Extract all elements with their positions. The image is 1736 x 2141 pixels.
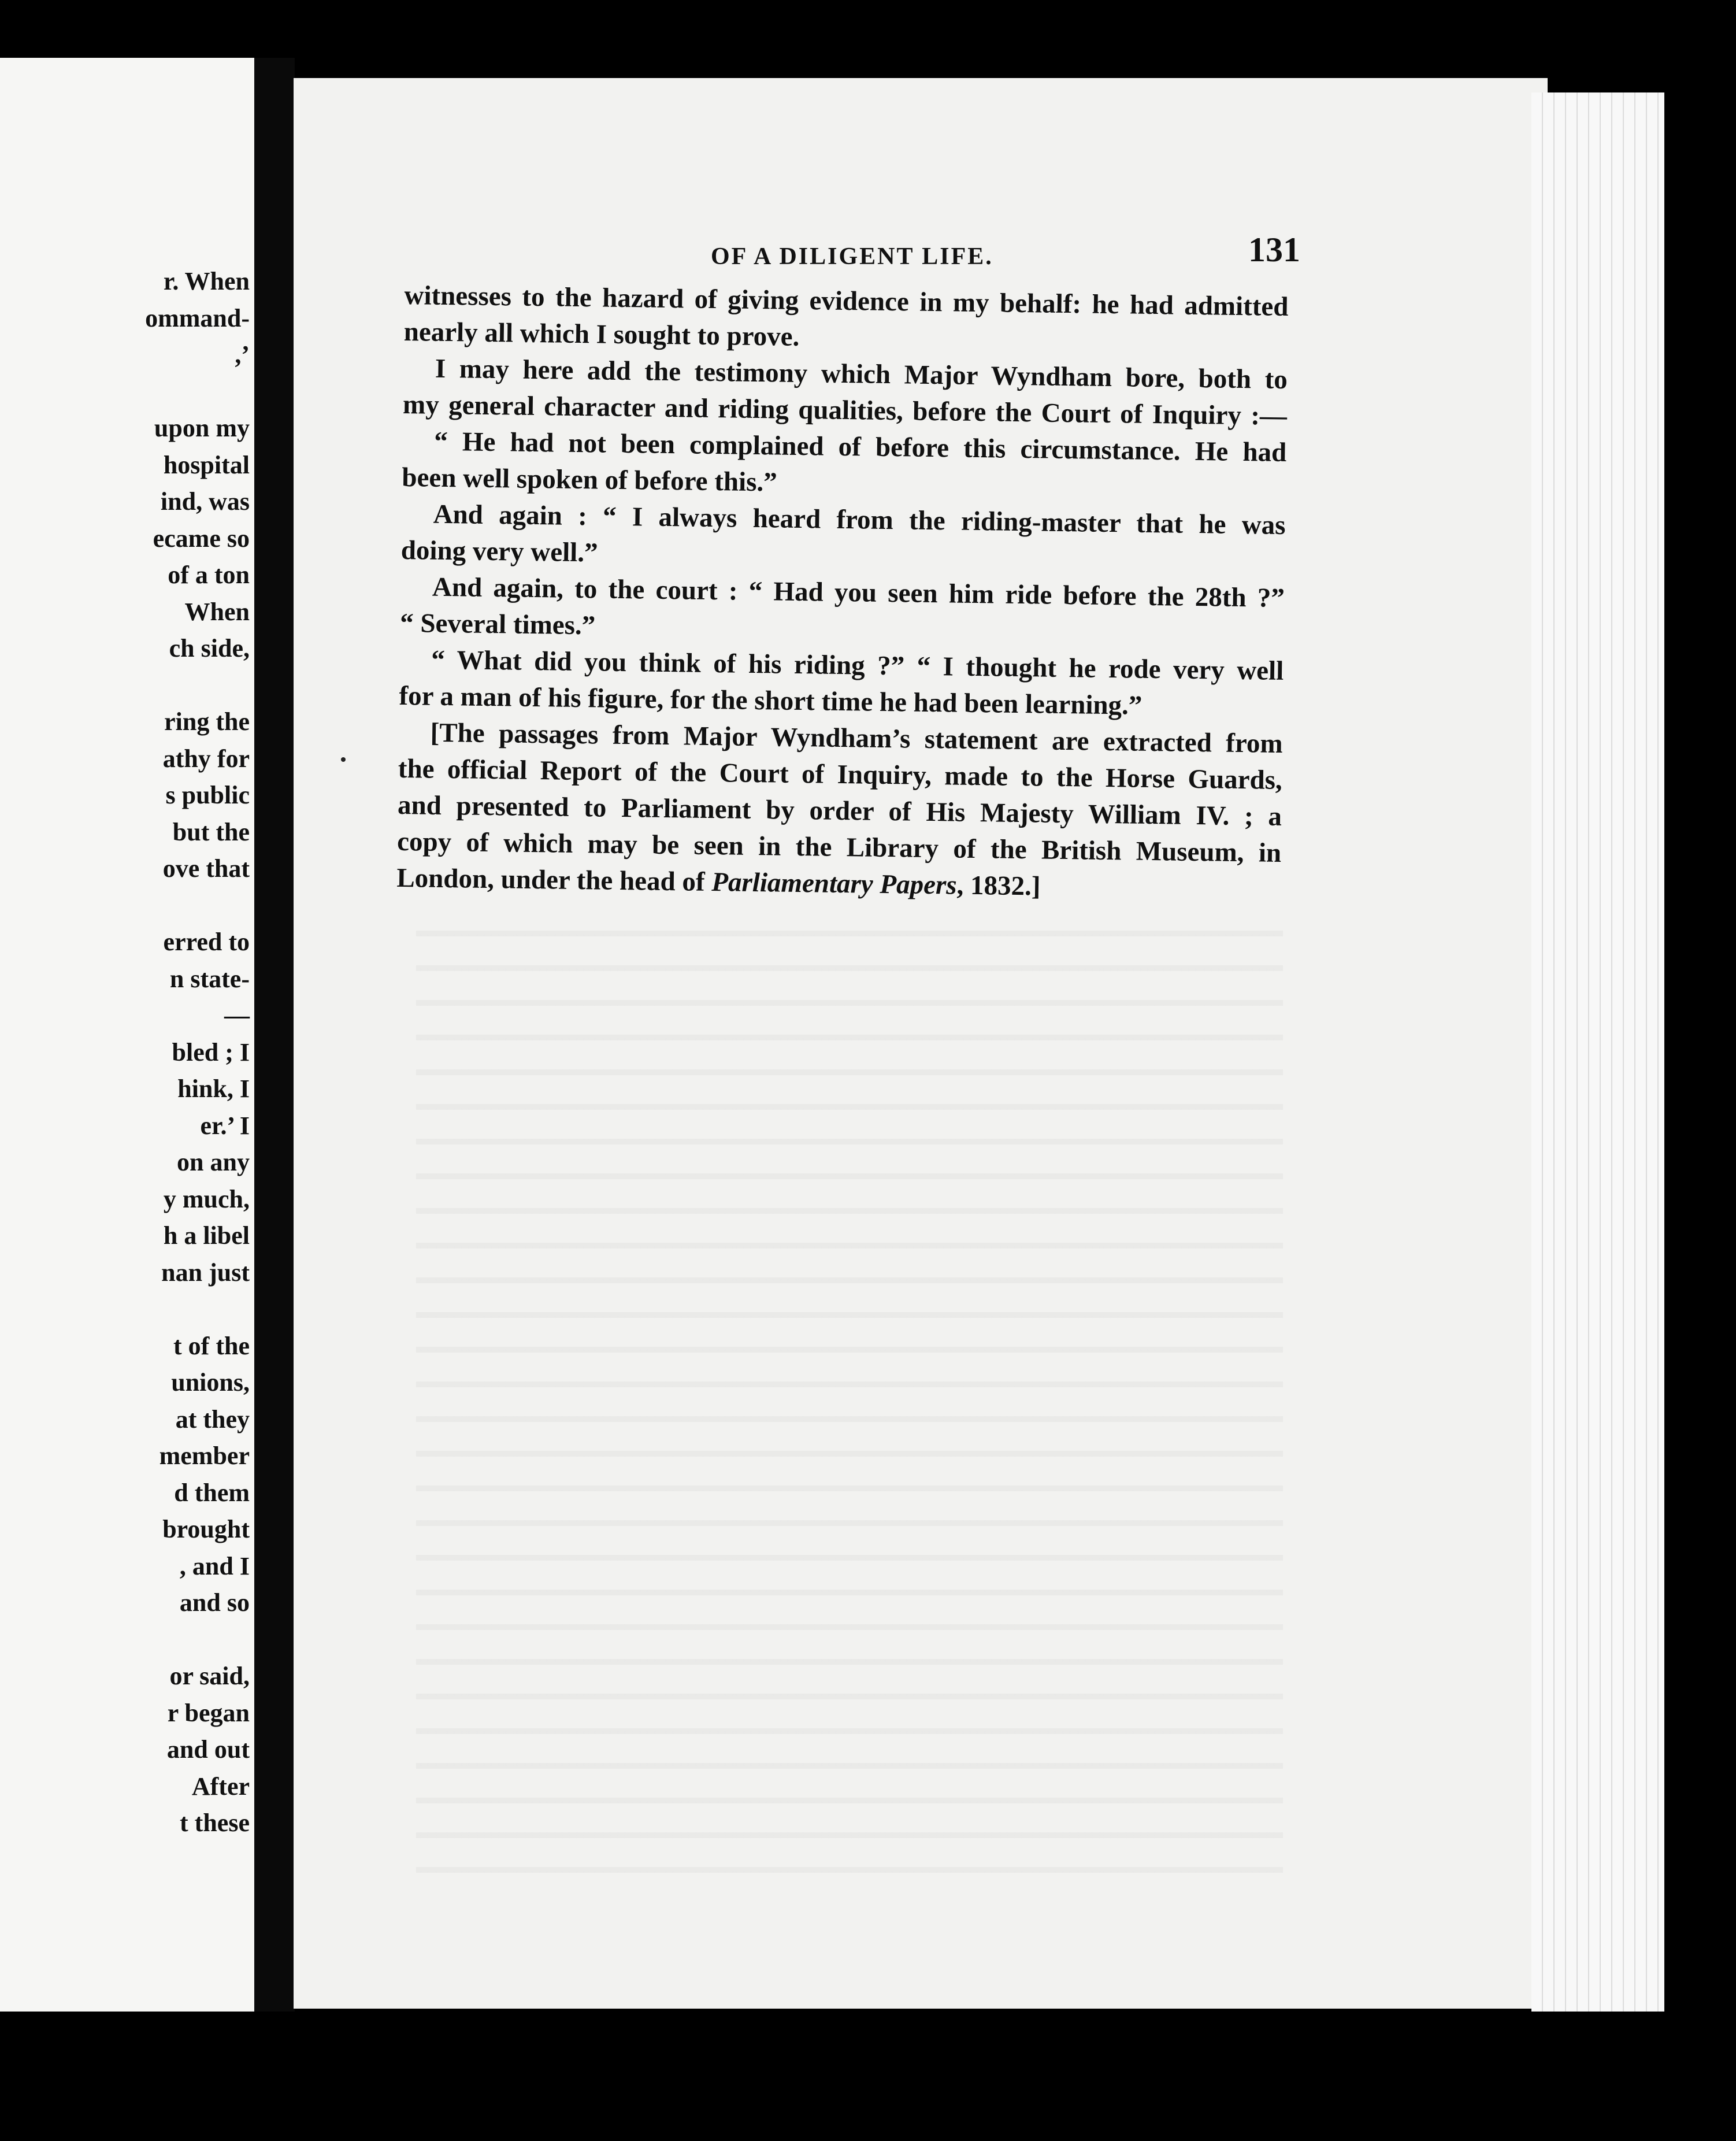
text-line: I may here add the testimony which Major Wyndham bore, both to bbox=[435, 353, 1288, 395]
text-line: And again, to the court : “ Had you seen him ride before the 28th ?” bbox=[432, 572, 1285, 613]
left-page-line: of a ton bbox=[168, 561, 250, 589]
left-page-line: y much, bbox=[163, 1184, 250, 1213]
left-page-line: When bbox=[184, 597, 250, 626]
text-line: [The passages from Major Wyndham’s statement are extracted from bbox=[430, 717, 1283, 759]
left-page-line: but the bbox=[172, 817, 250, 846]
left-page-line: member bbox=[159, 1442, 250, 1470]
text-line: for a man of his figure, for the short time he had been learning.” bbox=[399, 680, 1143, 721]
left-page-line: After bbox=[191, 1772, 250, 1801]
left-page-line: at they bbox=[175, 1405, 250, 1433]
facing-page-left bbox=[0, 58, 254, 2012]
left-page-line: brought bbox=[162, 1515, 250, 1543]
page-number: 131 bbox=[1248, 231, 1300, 269]
left-page-line: — bbox=[224, 1001, 250, 1029]
text-line: “ Several times.” bbox=[399, 608, 596, 641]
page-edges-stack bbox=[1531, 92, 1664, 2012]
text-line: “ What did you think of his riding ?” “ I thought he rode very well bbox=[431, 644, 1284, 686]
left-page-line: n state- bbox=[169, 964, 250, 993]
left-page-line: bled ; I bbox=[172, 1038, 250, 1066]
left-page-line: or said, bbox=[169, 1662, 250, 1690]
left-page-line: d them bbox=[174, 1478, 250, 1507]
left-page-line: h a libel bbox=[163, 1221, 250, 1250]
left-page-line: ch side, bbox=[169, 634, 250, 662]
left-page-line bbox=[1, 667, 250, 704]
left-page-line: ove that bbox=[162, 854, 250, 883]
left-page-line bbox=[1, 887, 250, 924]
running-header: OF A DILIGENT LIFE. bbox=[711, 243, 993, 270]
text-run: , 1832.] bbox=[956, 870, 1041, 902]
left-page-line bbox=[1, 1621, 250, 1658]
text-line: “ He had not been complained of before this circumstance. He had bbox=[433, 426, 1287, 468]
left-page-line: t of the bbox=[173, 1331, 250, 1360]
text-line: nearly all which I sought to prove. bbox=[403, 316, 800, 352]
left-page-line: ring the bbox=[164, 708, 250, 736]
left-page-line: t these bbox=[180, 1809, 250, 1837]
text-line: copy of which may be seen in the Library of the British Museum, in bbox=[396, 826, 1282, 868]
left-page-line: r. When bbox=[163, 267, 250, 295]
left-page-line bbox=[1, 373, 250, 410]
text-line: doing very well.” bbox=[400, 535, 598, 568]
left-page-line: hink, I bbox=[177, 1075, 250, 1103]
text-line: and presented to Parliament by order of His Majesty William IV. ; a bbox=[397, 790, 1282, 832]
ink-speck bbox=[341, 757, 346, 762]
left-page-line: athy for bbox=[162, 744, 250, 773]
book-gutter-shadow bbox=[254, 58, 295, 2012]
left-page-line: ,’ bbox=[235, 340, 250, 369]
left-page-line: upon my bbox=[154, 414, 250, 442]
show-through-text bbox=[416, 902, 1283, 1884]
left-page-line: ind, was bbox=[160, 487, 250, 516]
left-page-line: and so bbox=[179, 1588, 250, 1617]
left-page-line: unions, bbox=[171, 1368, 250, 1397]
left-page-line: hospital bbox=[163, 450, 250, 479]
left-page-line: , and I bbox=[179, 1551, 250, 1580]
text-line: witnesses to the hazard of giving evidence in my behalf: he had admitted bbox=[404, 280, 1289, 323]
left-page-line: and out bbox=[166, 1735, 250, 1764]
left-page-line: ecame so bbox=[153, 524, 250, 553]
left-page-line: s public bbox=[165, 781, 250, 809]
text-line: And again : “ I always heard from the riding-master that he was bbox=[433, 499, 1286, 540]
page-body-text bbox=[396, 277, 1289, 908]
text-line: been well spoken of before this.” bbox=[402, 462, 778, 498]
left-page-line bbox=[1, 1291, 250, 1328]
left-page-text-column bbox=[1, 263, 250, 1842]
left-page-line: erred to bbox=[163, 928, 250, 956]
text-line: the official Report of the Court of Inquiry, made to the Horse Guards, bbox=[398, 753, 1283, 795]
text-line: my general character and riding qualities, before the Court of Inquiry :— bbox=[402, 389, 1288, 432]
left-page-line: on any bbox=[177, 1148, 250, 1176]
left-page-line: nan just bbox=[161, 1258, 250, 1287]
left-page-line: er.’ I bbox=[200, 1111, 250, 1140]
italic-title: Parliamentary Papers bbox=[711, 867, 957, 901]
left-page-line: r began bbox=[167, 1698, 250, 1727]
left-page-line: ommand- bbox=[145, 303, 250, 332]
text-run: London, under the head of bbox=[396, 862, 712, 898]
